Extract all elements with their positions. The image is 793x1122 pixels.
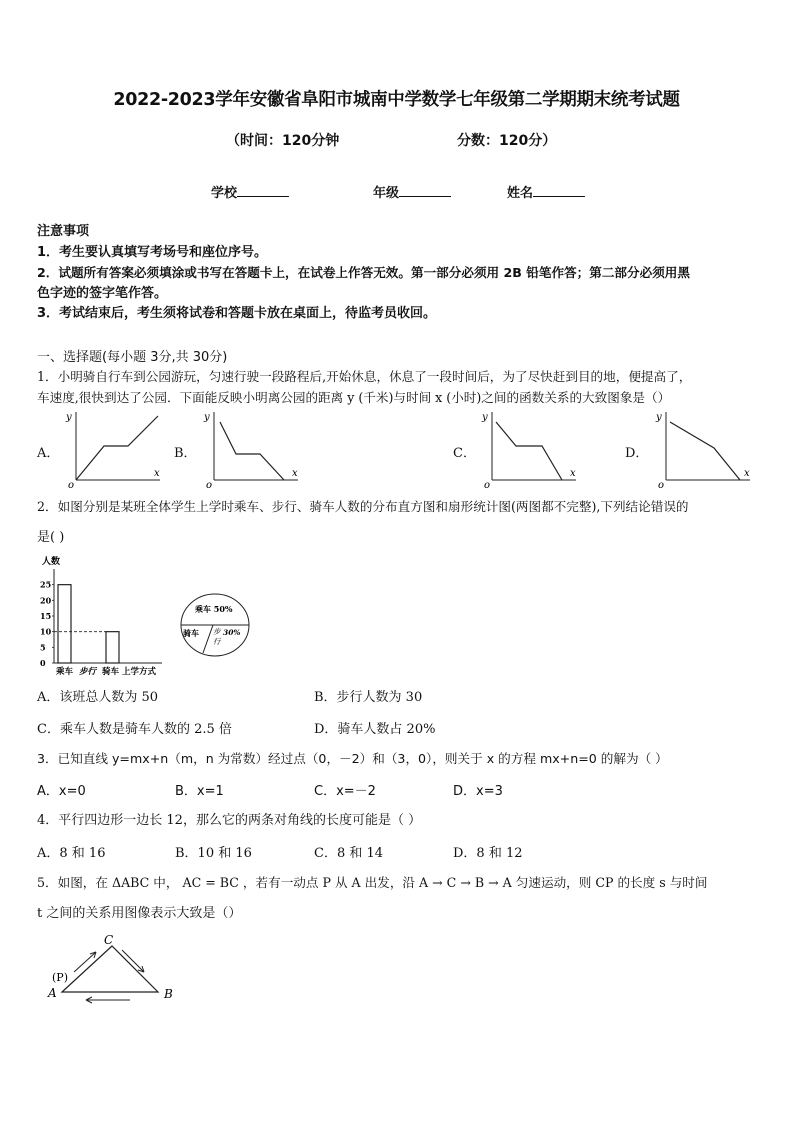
q3-option-d: D．x=3 — [453, 784, 503, 799]
graph-c-x-label: x — [570, 468, 576, 479]
graph-a-x-label: x — [154, 468, 160, 479]
grade-field — [373, 182, 451, 201]
q4-text: 4．平行四边形一边长 12，那么它的两条对角线的长度可能是（ ） — [37, 813, 422, 828]
bar-chart-ytick-5: 25 — [40, 579, 52, 590]
q5-triangle-figure — [44, 930, 184, 1005]
q2-bar-chart — [34, 553, 169, 678]
arrow-c-to-b — [122, 950, 144, 972]
q2-pie-chart — [177, 590, 257, 660]
note-2a: 2．试题所有答案必须填涂或书写在答题卡上，在试卷上作答无效。第一部分必须用 2B 铅笔作答；第二部分必须用黑 — [37, 265, 690, 280]
graph-a-y-label: y — [66, 412, 72, 423]
q3-option-b: B．x=1 — [175, 784, 224, 799]
q1-option-a: A． — [37, 446, 60, 461]
q1-line2: 车速度,很快到达了公园．下面能反映小明离公园的距离 y (千米)与时间 x (小时)之间的函数关系的大致图象是（） — [37, 390, 671, 405]
name-label: 姓名 — [507, 186, 534, 201]
pie-label-cycling: 骑车 — [183, 628, 199, 638]
note-1: 1．考生要认真填写考场号和座位序号。 — [37, 244, 268, 260]
q2-option-b: B．步行人数为 30 — [314, 690, 423, 705]
q1-graph-a — [62, 408, 166, 490]
graph-b-origin: o — [206, 480, 213, 490]
notes-heading: 注意事项 — [37, 224, 90, 239]
pie-label-riding: 乘车 50% — [195, 604, 233, 614]
bar-chart-bar-2 — [106, 632, 119, 663]
q2-option-c: C．乘车人数是骑车人数的 2.5 倍 — [37, 722, 232, 737]
bar-chart-category-0: 乘车 — [56, 667, 74, 677]
pie-label-walking-pct: 30% — [223, 628, 241, 637]
exam-title: 2022-2023学年安徽省阜阳市城南中学数学七年级第二学期期末统考试题 — [113, 90, 680, 110]
pie-divider-slant — [203, 625, 213, 653]
notes-block — [37, 222, 690, 325]
q2-option-d: D．骑车人数占 20% — [314, 722, 436, 737]
point-p-label: (P) — [52, 971, 68, 984]
q1-option-b: B． — [174, 446, 197, 461]
note-3: 3．考试结束后，考生须将试卷和答题卡放在桌面上，待监考员收回。 — [37, 306, 437, 321]
exam-time: （时间：120分钟 — [226, 133, 340, 149]
bar-chart-ytick-1: 5 — [40, 642, 46, 653]
note-2b: 色字迹的签字笔作答。 — [37, 285, 168, 301]
name-field — [507, 182, 585, 201]
bar-chart-xlabel: 上学方式 — [122, 667, 157, 677]
graph-c-y-label: y — [482, 412, 488, 423]
graph-d-origin: o — [658, 480, 665, 490]
bar-chart-ytick-3: 15 — [40, 611, 52, 621]
school-label: 学校 — [211, 186, 238, 201]
grade-label: 年级 — [373, 186, 400, 201]
pie-label-walking-a: 步 — [213, 627, 221, 636]
school-field — [211, 182, 289, 201]
q1-graph-d — [652, 408, 756, 490]
q4-option-c: C．8 和 14 — [314, 846, 384, 861]
triangle-abc — [62, 946, 158, 992]
q1-graph-b — [200, 408, 304, 490]
graph-c-origin: o — [484, 480, 491, 490]
q4-option-d: D．8 和 12 — [453, 846, 523, 861]
q2-option-a: A．该班总人数为 50 — [37, 690, 159, 705]
arrow-a-to-c — [74, 952, 96, 972]
pie-label-walking-b: 行 — [213, 637, 221, 646]
q4-option-a: A．8 和 16 — [37, 846, 106, 861]
q4-option-b: B．10 和 16 — [175, 846, 252, 861]
bar-chart-category-2: 骑车 — [102, 667, 120, 677]
q1-graph-c — [478, 408, 582, 490]
q5-line1: 5．如图，在 ΔABC 中， AC = BC ，若有一动点 P 从 A 出发，沿 A → C → B → A 匀速运动，则 CP 的长度 s 与时间 — [37, 875, 708, 890]
graph-d-x-label: x — [744, 468, 750, 479]
q3-text: 3．已知直线 y=mx+n（m，n 为常数）经过点（0，－2）和（3，0），则关于 x 的方程 mx+n=0 的解为（ ） — [37, 751, 668, 766]
bar-chart-ytick-4: 20 — [40, 595, 52, 606]
bar-chart-category-1: 步行 — [79, 667, 97, 677]
bar-chart-ytick-0: 0 — [40, 658, 46, 668]
name-blank — [533, 184, 585, 197]
graph-b-x-label: x — [292, 468, 298, 479]
q1-line1: 1．小明骑自行车到公园游玩，匀速行驶一段路程后,开始休息，休息了一段时间后，为了尽快赶到目的地，便提高了， — [37, 369, 692, 384]
q2-line1: 2．如图分别是某班全体学生上学时乘车、步行、骑车人数的分布直方图和扇形统计图(两图都不完整),下列结论错误的 — [37, 499, 689, 514]
q3-option-a: A．x=0 — [37, 784, 86, 799]
grade-blank — [399, 184, 451, 197]
school-blank — [237, 184, 289, 197]
q3-option-c: C．x=－2 — [314, 784, 376, 799]
graph-a-origin: o — [68, 480, 75, 490]
q2-line2: 是( ) — [37, 530, 65, 545]
q5-line2: t 之间的关系用图像表示大致是（） — [37, 906, 242, 921]
vertex-b-label: B — [164, 987, 173, 1001]
bar-chart-ylabel: 人数 — [42, 557, 61, 567]
graph-b-y-label: y — [204, 412, 210, 423]
section-1-heading: 一、选择题(每小题 3分,共 30分) — [37, 350, 228, 365]
q1-option-c: C． — [453, 446, 476, 461]
vertex-a-label: A — [48, 986, 57, 1000]
vertex-c-label: C — [104, 933, 114, 947]
graph-d-y-label: y — [656, 412, 662, 423]
bar-chart-bar-0 — [58, 585, 71, 663]
exam-score: 分数：120分） — [457, 133, 557, 149]
q1-option-d: D． — [625, 446, 649, 461]
bar-chart-ytick-2: 10 — [40, 626, 52, 637]
